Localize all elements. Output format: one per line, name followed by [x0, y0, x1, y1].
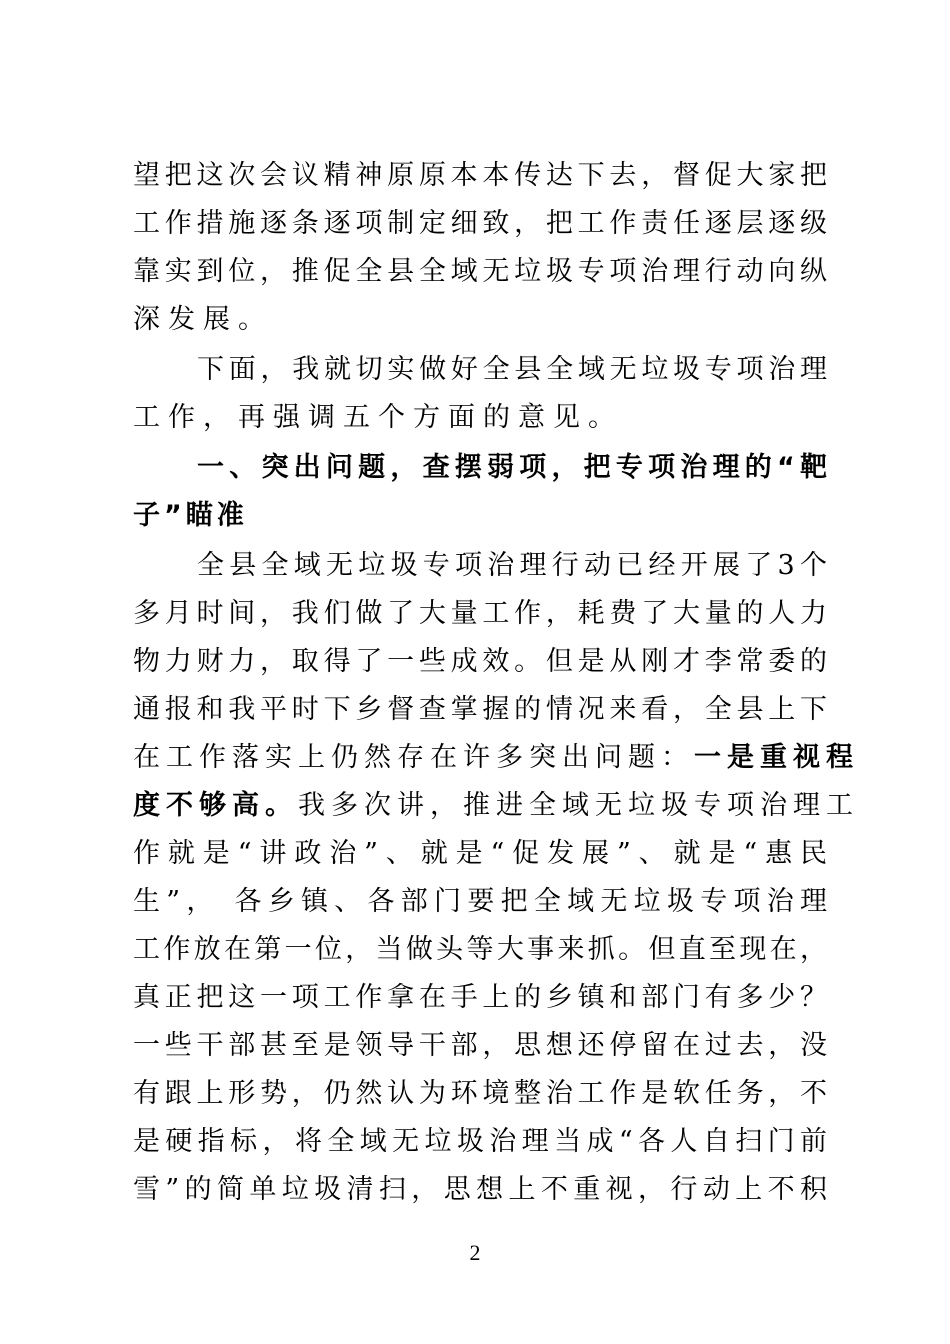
- emphasis-text: 一是重视程: [694, 742, 859, 773]
- body-text-line: 靠实到位，推促全县全域无垃圾专项治理行动向纵: [133, 256, 827, 287]
- section-heading: 子”瞄准: [133, 500, 248, 531]
- body-text-segment: 我多次讲，推进全域无垃圾专项治理工: [298, 790, 859, 821]
- page-number: 2: [469, 1240, 481, 1265]
- body-text-line: 下面，我就切实做好全县全域无垃圾专项治理: [197, 354, 827, 385]
- body-text-line: 工作措施逐条逐项制定细致，把工作责任逐层逐级: [133, 208, 827, 239]
- body-text-line: 望把这次会议精神原原本本传达下去，督促大家把: [133, 160, 827, 191]
- body-text-line: 一些干部甚至是领导干部，思想还停留在过去，没: [133, 1030, 827, 1061]
- body-text-line: 深发展。: [133, 304, 273, 335]
- section-heading: 一、突出问题，查摆弱项，把专项治理的“靶: [197, 452, 827, 483]
- emphasis-text: 度不够高。: [133, 790, 298, 821]
- body-text-line: 雪”的简单垃圾清扫，思想上不重视，行动上不积: [133, 1174, 827, 1205]
- body-text-line: 生”， 各乡镇、各部门要把全域无垃圾专项治理: [133, 886, 827, 917]
- body-text-line: 作就是“讲政治”、就是“促发展”、就是“惠民: [133, 838, 827, 869]
- body-text-line-mixed: [133, 782, 859, 830]
- body-text-line: 工作放在第一位，当做头等大事来抓。但直至现在，: [133, 934, 827, 965]
- body-text-line: 工作，再强调五个方面的意见。: [133, 402, 623, 433]
- body-text-line-mixed: [133, 734, 859, 782]
- body-text-line: 物力财力，取得了一些成效。但是从刚才李常委的: [133, 646, 827, 677]
- body-text-line: 全县全域无垃圾专项治理行动已经开展了3个: [197, 550, 827, 581]
- body-text-line: 通报和我平时下乡督查掌握的情况来看，全县上下: [133, 694, 827, 725]
- body-text-segment: 在工作落实上仍然存在许多突出问题：: [133, 742, 694, 773]
- body-text-line: 真正把这一项工作拿在手上的乡镇和部门有多少？: [133, 982, 827, 1013]
- body-text-line: 多月时间，我们做了大量工作，耗费了大量的人力: [133, 598, 827, 629]
- body-text-line: 是硬指标，将全域无垃圾治理当成“各人自扫门前: [133, 1126, 827, 1157]
- body-text-line: 有跟上形势，仍然认为环境整治工作是软任务，不: [133, 1078, 827, 1109]
